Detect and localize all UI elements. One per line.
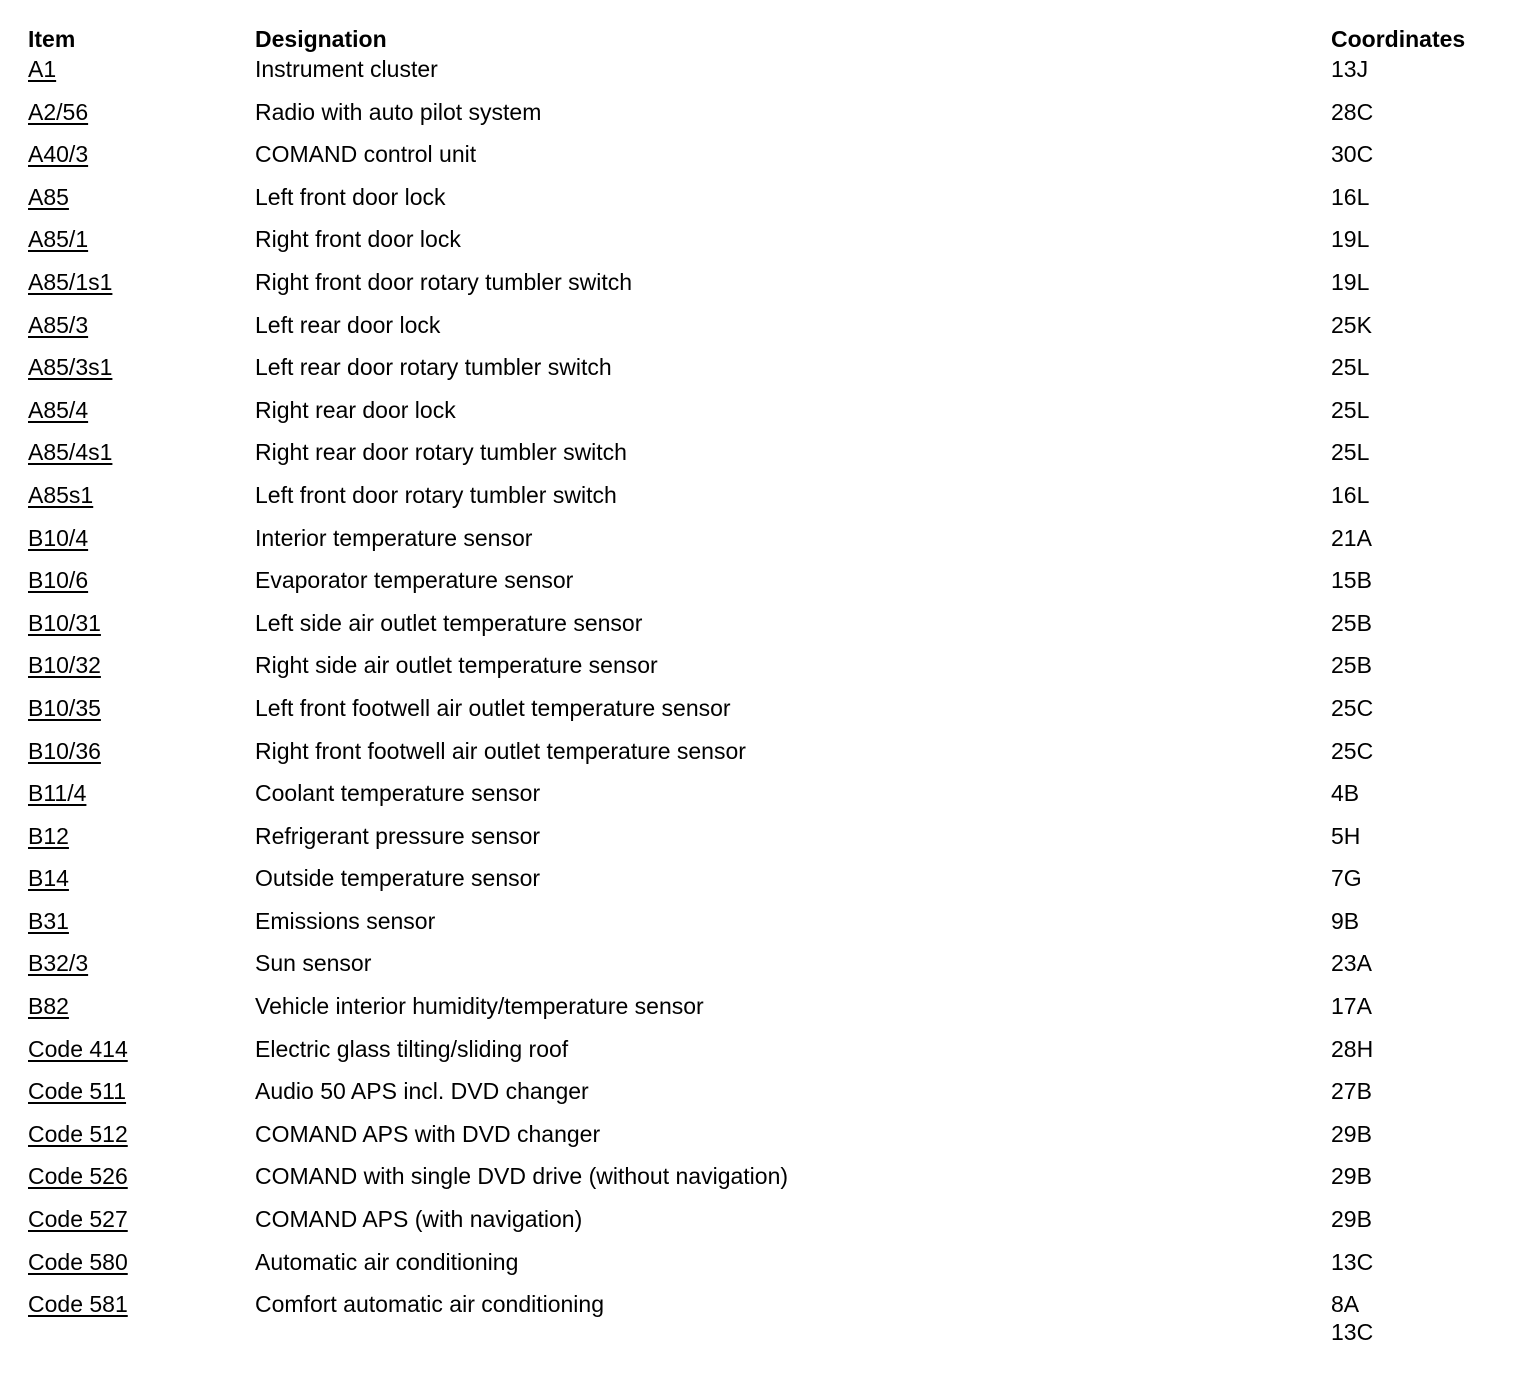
coordinates-cell xyxy=(1331,311,1498,354)
table-row xyxy=(28,1077,1498,1120)
coordinates-cell xyxy=(1331,609,1498,652)
item-cell xyxy=(28,1120,255,1163)
item-link[interactable]: B31 xyxy=(28,907,69,934)
coordinates-cell xyxy=(1331,651,1498,694)
item-cell xyxy=(28,183,255,226)
item-cell xyxy=(28,651,255,694)
coordinate-value: 15B xyxy=(1331,567,1372,594)
designation-cell: Right front door rotary tumbler switch xyxy=(255,268,633,295)
item-cell xyxy=(28,396,255,439)
coordinate-value: 17A xyxy=(1331,993,1372,1020)
coordinates-cell xyxy=(1331,140,1498,183)
coordinate-value: 13C xyxy=(1331,1319,1374,1346)
item-link[interactable]: Code 512 xyxy=(28,1120,128,1147)
item-cell xyxy=(28,311,255,354)
item-link[interactable]: Code 526 xyxy=(28,1163,128,1190)
table-row xyxy=(28,438,1498,481)
item-link[interactable]: A85/4s1 xyxy=(28,439,113,466)
coordinate-value: 29B xyxy=(1331,1120,1372,1147)
table-row xyxy=(28,140,1498,183)
coordinate-value: 16L xyxy=(1331,481,1370,508)
table-row xyxy=(28,396,1498,439)
designation-cell: Sun sensor xyxy=(255,950,372,977)
coordinate-value: 27B xyxy=(1331,1078,1372,1105)
table-row xyxy=(28,609,1498,652)
table-row xyxy=(28,98,1498,141)
designation-cell: Automatic air conditioning xyxy=(255,1248,519,1275)
coordinates-cell xyxy=(1331,822,1498,865)
designation-cell: Emissions sensor xyxy=(255,907,436,934)
table-row xyxy=(28,353,1498,396)
designation-cell: Vehicle interior humidity/temperature sensor xyxy=(255,993,704,1020)
item-link[interactable]: B14 xyxy=(28,865,69,892)
coordinate-value: 5H xyxy=(1331,822,1361,849)
item-link[interactable]: A85/3 xyxy=(28,311,89,338)
item-cell xyxy=(28,1290,255,1346)
item-link[interactable]: Code 581 xyxy=(28,1291,128,1318)
table-row xyxy=(28,481,1498,524)
table-row xyxy=(28,992,1498,1035)
coordinate-value: 25B xyxy=(1331,609,1372,636)
item-cell xyxy=(28,524,255,567)
table-row xyxy=(28,779,1498,822)
coordinate-value: 25L xyxy=(1331,396,1370,423)
header-designation: Designation xyxy=(255,26,387,52)
designation-cell: Left rear door lock xyxy=(255,311,441,338)
coordinate-value: 9B xyxy=(1331,907,1360,934)
designation-cell: Audio 50 APS incl. DVD changer xyxy=(255,1078,589,1105)
designation-cell: Left front door rotary tumbler switch xyxy=(255,481,617,508)
designation-cell: COMAND APS with DVD changer xyxy=(255,1120,601,1147)
coordinates-cell xyxy=(1331,1290,1498,1346)
item-link[interactable]: B82 xyxy=(28,993,69,1020)
table-row xyxy=(28,1248,1498,1291)
table-row xyxy=(28,1162,1498,1205)
item-cell xyxy=(28,1248,255,1291)
coordinates-cell xyxy=(1331,396,1498,439)
item-cell xyxy=(28,949,255,992)
item-cell xyxy=(28,55,255,98)
designation-cell: Interior temperature sensor xyxy=(255,524,533,551)
coordinates-cell xyxy=(1331,55,1498,98)
coordinate-value: 7G xyxy=(1331,865,1362,892)
item-link[interactable]: A2/56 xyxy=(28,98,89,125)
designation-cell: Outside temperature sensor xyxy=(255,865,541,892)
table-row xyxy=(28,694,1498,737)
item-link[interactable]: B10/35 xyxy=(28,694,101,721)
item-link[interactable]: B10/36 xyxy=(28,737,101,764)
table-header xyxy=(28,25,1498,55)
item-cell xyxy=(28,1205,255,1248)
item-link[interactable]: Code 414 xyxy=(28,1035,128,1062)
table-row xyxy=(28,524,1498,567)
coordinates-cell xyxy=(1331,992,1498,1035)
item-cell xyxy=(28,1035,255,1078)
item-link[interactable]: B10/31 xyxy=(28,609,101,636)
coordinate-value: 25B xyxy=(1331,652,1372,679)
coordinates-cell xyxy=(1331,949,1498,992)
table-row xyxy=(28,822,1498,865)
designation-cell: Right side air outlet temperature sensor xyxy=(255,652,658,679)
table-row xyxy=(28,311,1498,354)
table-row xyxy=(28,907,1498,950)
item-cell xyxy=(28,992,255,1035)
item-cell xyxy=(28,353,255,396)
designation-cell: Right front door lock xyxy=(255,226,461,253)
coordinate-value: 4B xyxy=(1331,780,1360,807)
item-cell xyxy=(28,907,255,950)
coordinate-value: 19L xyxy=(1331,226,1370,253)
coordinates-cell xyxy=(1331,1120,1498,1163)
coordinate-value: 28C xyxy=(1331,98,1374,125)
coordinate-value: 29B xyxy=(1331,1206,1372,1233)
designation-cell: Right rear door rotary tumbler switch xyxy=(255,439,627,466)
coordinates-cell xyxy=(1331,694,1498,737)
designation-cell: Refrigerant pressure sensor xyxy=(255,822,541,849)
coordinates-cell xyxy=(1331,907,1498,950)
item-cell xyxy=(28,694,255,737)
item-link[interactable]: A85/4 xyxy=(28,396,89,423)
designation-cell: Right front footwell air outlet temperature sensor xyxy=(255,737,746,764)
coordinates-cell xyxy=(1331,98,1498,141)
table-row xyxy=(28,1205,1498,1248)
table-row xyxy=(28,864,1498,907)
designation-cell: Right rear door lock xyxy=(255,396,456,423)
item-link[interactable]: A1 xyxy=(28,56,57,82)
coordinates-cell xyxy=(1331,779,1498,822)
coordinate-value: 30C xyxy=(1331,141,1374,168)
item-cell xyxy=(28,438,255,481)
coordinate-value: 13C xyxy=(1331,1248,1374,1275)
coordinate-value: 25L xyxy=(1331,354,1370,381)
table-row xyxy=(28,566,1498,609)
coordinate-value: 19L xyxy=(1331,268,1370,295)
item-cell xyxy=(28,737,255,780)
coordinate-value: 28H xyxy=(1331,1035,1374,1062)
designation-cell: Left side air outlet temperature sensor xyxy=(255,609,643,636)
header-item: Item xyxy=(28,26,76,52)
table-row xyxy=(28,268,1498,311)
coordinate-value: 16L xyxy=(1331,183,1370,210)
designation-cell: Instrument cluster xyxy=(255,56,438,82)
designation-cell: Left front door lock xyxy=(255,183,446,210)
item-cell xyxy=(28,140,255,183)
item-cell xyxy=(28,1162,255,1205)
item-link[interactable]: A85/1s1 xyxy=(28,268,113,295)
table-row xyxy=(28,949,1498,992)
item-link[interactable]: B12 xyxy=(28,822,69,849)
designation-cell: Coolant temperature sensor xyxy=(255,780,541,807)
coordinates-cell xyxy=(1331,566,1498,609)
coordinate-value: 29B xyxy=(1331,1163,1372,1190)
coordinate-value: 25C xyxy=(1331,737,1374,764)
coordinates-cell xyxy=(1331,183,1498,226)
coordinates-cell xyxy=(1331,268,1498,311)
item-cell xyxy=(28,481,255,524)
table-body xyxy=(28,55,1498,1346)
coordinates-cell xyxy=(1331,1162,1498,1205)
table-row xyxy=(28,183,1498,226)
item-cell xyxy=(28,566,255,609)
coordinate-value: 25C xyxy=(1331,694,1374,721)
coordinate-value: 25L xyxy=(1331,439,1370,466)
table-row xyxy=(28,1035,1498,1078)
header-coordinates: Coordinates xyxy=(1331,26,1466,52)
table-row xyxy=(28,737,1498,780)
item-link[interactable]: B10/32 xyxy=(28,652,101,679)
coordinates-cell xyxy=(1331,225,1498,268)
item-link[interactable]: Code 580 xyxy=(28,1248,128,1275)
coordinates-cell xyxy=(1331,1205,1498,1248)
item-link[interactable]: A40/3 xyxy=(28,141,89,168)
designation-cell: Left front footwell air outlet temperature sensor xyxy=(255,694,731,721)
designation-cell: Left rear door rotary tumbler switch xyxy=(255,354,612,381)
designation-cell: Evaporator temperature sensor xyxy=(255,567,574,594)
coordinates-cell xyxy=(1331,1035,1498,1078)
coordinates-cell xyxy=(1331,1077,1498,1120)
component-legend-table xyxy=(28,25,1498,1346)
coordinate-value: 25K xyxy=(1331,311,1372,338)
designation-cell: COMAND APS (with navigation) xyxy=(255,1206,583,1233)
item-link[interactable]: A85 xyxy=(28,183,69,210)
designation-cell: Radio with auto pilot system xyxy=(255,98,542,125)
item-cell xyxy=(28,864,255,907)
item-link[interactable]: B10/6 xyxy=(28,567,89,594)
item-cell xyxy=(28,268,255,311)
coordinates-cell xyxy=(1331,481,1498,524)
table-row xyxy=(28,1120,1498,1163)
item-link[interactable]: B32/3 xyxy=(28,950,89,977)
item-cell xyxy=(28,609,255,652)
designation-cell: Comfort automatic air conditioning xyxy=(255,1291,604,1318)
item-link[interactable]: Code 511 xyxy=(28,1078,127,1105)
item-cell xyxy=(28,822,255,865)
coordinates-cell xyxy=(1331,353,1498,396)
item-cell xyxy=(28,225,255,268)
designation-cell: COMAND with single DVD drive (without navigation) xyxy=(255,1163,789,1190)
coordinates-cell xyxy=(1331,737,1498,780)
item-link[interactable]: B11/4 xyxy=(28,780,87,807)
header-row xyxy=(28,25,1498,55)
table-row xyxy=(28,55,1498,98)
coordinates-cell xyxy=(1331,524,1498,567)
coordinate-value: 8A xyxy=(1331,1291,1360,1318)
table-row xyxy=(28,651,1498,694)
designation-cell: Electric glass tilting/sliding roof xyxy=(255,1035,569,1062)
designation-cell: COMAND control unit xyxy=(255,141,477,168)
item-cell xyxy=(28,779,255,822)
table-row xyxy=(28,1290,1498,1346)
item-link[interactable]: A85/3s1 xyxy=(28,354,113,381)
coordinates-cell xyxy=(1331,864,1498,907)
item-cell xyxy=(28,1077,255,1120)
item-link[interactable]: Code 527 xyxy=(28,1206,128,1233)
table-row xyxy=(28,225,1498,268)
item-cell xyxy=(28,98,255,141)
coordinate-value: 13J xyxy=(1331,56,1369,82)
coordinate-value: 23A xyxy=(1331,950,1372,977)
item-link[interactable]: A85s1 xyxy=(28,481,94,508)
coordinates-cell xyxy=(1331,438,1498,481)
coordinate-value: 21A xyxy=(1331,524,1372,551)
coordinates-cell xyxy=(1331,1248,1498,1291)
item-link[interactable]: B10/4 xyxy=(28,524,89,551)
item-link[interactable]: A85/1 xyxy=(28,226,89,253)
